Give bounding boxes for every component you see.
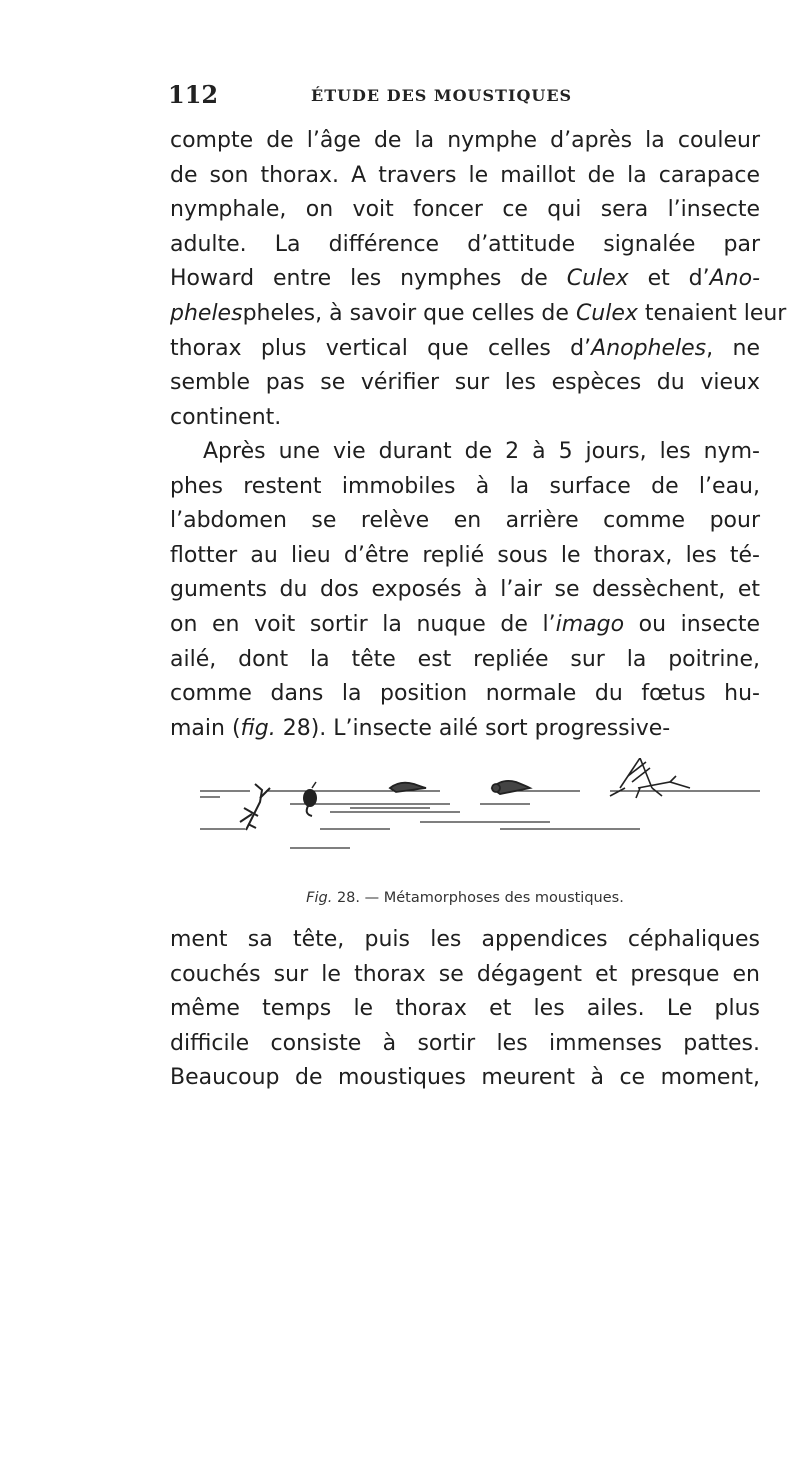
text-line: guments du dos exposés à l’air se dessèchent, et xyxy=(170,577,760,603)
text-run: tenaient leur xyxy=(637,300,787,326)
text-run: pheles, à savoir que celles de xyxy=(242,300,569,326)
running-title: ÉTUDE DES MOUSTIQUES xyxy=(311,86,573,105)
text-line: difficile consiste à sortir les immenses pattes. xyxy=(170,1030,760,1056)
text-run: , ne xyxy=(706,335,760,361)
text-run: thorax plus vertical que celles d’ xyxy=(170,335,592,361)
text-line: Après une vie durant de 2 à 5 jours, les nym- xyxy=(203,439,760,464)
text-line xyxy=(170,712,760,747)
text-run: ou insecte xyxy=(624,611,760,637)
text-line: phelespheles, à savoir que celles de Culex tenaient leur xyxy=(170,300,787,326)
metamorphosis-figure xyxy=(200,758,760,870)
text-line: compte de l’âge de la nymphe d’après la couleur xyxy=(170,128,760,153)
paragraph-2 xyxy=(170,435,760,746)
caption-text: — Métamorphoses des moustiques. xyxy=(360,890,624,906)
text-line: adulte. La différence d’attitude signalée par xyxy=(170,231,760,257)
paragraph-3 xyxy=(170,923,760,1096)
figure-caption xyxy=(170,890,760,906)
text-line xyxy=(170,332,760,367)
italic-term: imago xyxy=(555,611,625,637)
text-line xyxy=(170,262,760,297)
text-line: comme dans la position normale du fœtus hu- xyxy=(170,681,760,707)
text-line: Beaucoup de moustiques meurent à ce moment, xyxy=(170,1065,760,1091)
italic-term: fig. xyxy=(240,715,276,741)
text-line: de son thorax. A travers le maillot de la carapace xyxy=(170,162,760,188)
italic-term: Ano- xyxy=(709,266,761,292)
text-line: l’abdomen se relève en arrière comme pour xyxy=(170,508,760,534)
text-run: main ( xyxy=(170,715,241,741)
page-number: 112 xyxy=(168,80,219,109)
text-line: flotter au lieu d’être replié sous le thorax, les té- xyxy=(170,542,760,568)
text-line: semble pas se vérifier sur les espèces du vieux xyxy=(170,370,760,396)
text-run: on en voit sortir la nuque de l’ xyxy=(170,611,556,637)
text-line: même temps le thorax et les ailes. Le plus xyxy=(170,996,760,1022)
adult-mosquito xyxy=(610,758,690,798)
text-run: et d’ xyxy=(628,266,710,292)
text-line: ment sa tête, puis les appendices céphaliques xyxy=(170,927,760,952)
running-head xyxy=(168,80,768,110)
text-line xyxy=(170,608,760,643)
italic-term: Culex xyxy=(566,266,629,292)
text-run: 28 xyxy=(275,715,311,741)
text-line: nymphale, on voit foncer ce qui sera l’insecte xyxy=(170,197,760,223)
italic-term: Culex xyxy=(575,300,638,326)
italic-term: Anopheles xyxy=(591,335,707,361)
text-line: continent. xyxy=(170,404,282,430)
caption-number: 28. xyxy=(332,890,361,906)
text-run: Howard entre les nymphes de xyxy=(170,266,548,292)
pupa-figure xyxy=(303,782,317,816)
water-lines xyxy=(200,791,760,848)
caption-label: Fig. xyxy=(306,890,333,906)
emerging-mosquito xyxy=(390,781,530,794)
text-line: couchés sur le thorax se dégagent et presque en xyxy=(170,961,760,987)
paragraph-1 xyxy=(170,124,787,435)
text-run: ). L’insecte ailé sort progressive- xyxy=(310,715,671,741)
text-line: phes restent immobiles à la surface de l’eau, xyxy=(170,473,760,499)
text-line: ailé, dont la tête est repliée sur la poitrine, xyxy=(170,646,760,672)
